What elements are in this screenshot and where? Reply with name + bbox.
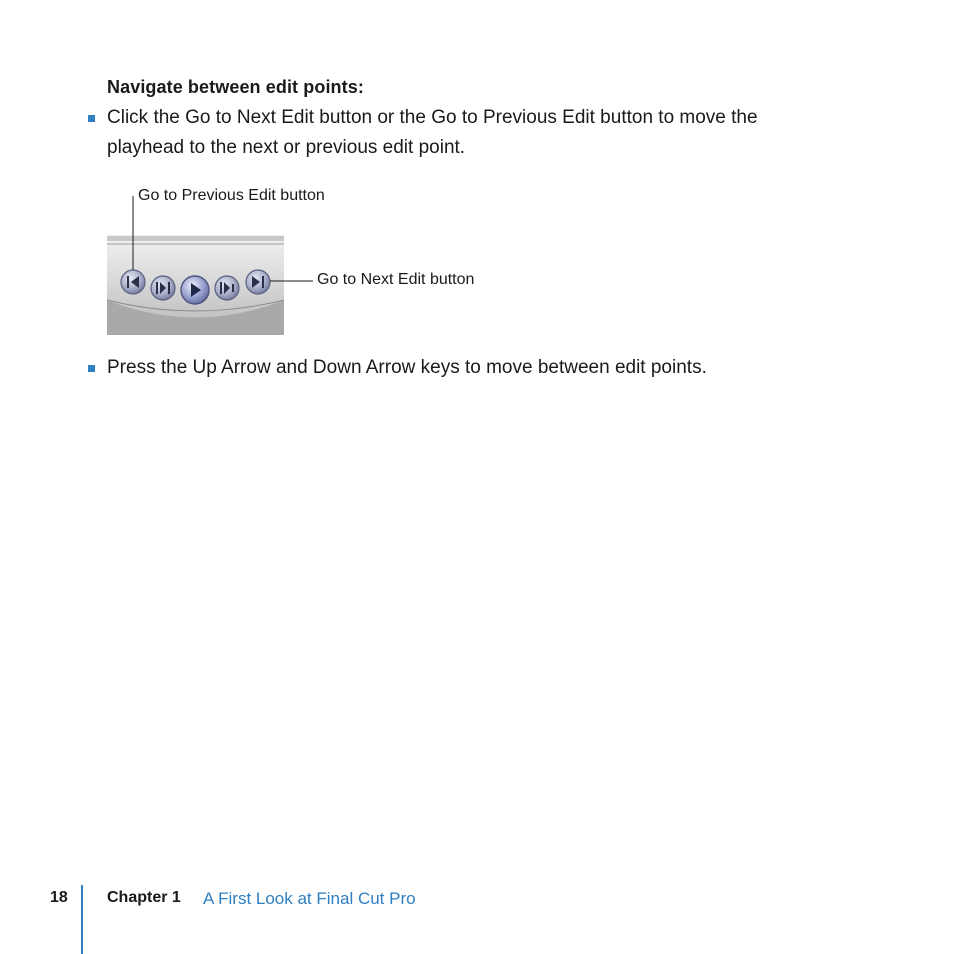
section-heading: Navigate between edit points:: [107, 77, 364, 97]
chapter-label: Chapter 1: [107, 889, 181, 906]
go-to-next-edit-icon[interactable]: [246, 270, 270, 294]
bullet-item-arrow-keys: [107, 353, 827, 383]
bullet-text: Press the Up Arrow and Down Arrow keys to move between edit points.: [107, 357, 707, 378]
page-number: 18: [50, 889, 68, 906]
play-in-to-out-icon[interactable]: [151, 276, 175, 300]
go-to-previous-edit-icon[interactable]: [121, 270, 145, 294]
play-around-current-icon[interactable]: [215, 276, 239, 300]
callout-label-next-edit: Go to Next Edit button: [317, 271, 475, 288]
chapter-title: A First Look at Final Cut Pro: [203, 889, 416, 908]
play-icon[interactable]: [181, 276, 209, 304]
footer-divider: [81, 885, 83, 954]
bullet-marker: [88, 365, 95, 372]
callout-label-previous-edit: Go to Previous Edit button: [138, 187, 325, 204]
bullet-text: Click the Go to Next Edit button or the Go to Previous Edit button to move the playhead to the next or previous edit point.: [107, 107, 758, 158]
